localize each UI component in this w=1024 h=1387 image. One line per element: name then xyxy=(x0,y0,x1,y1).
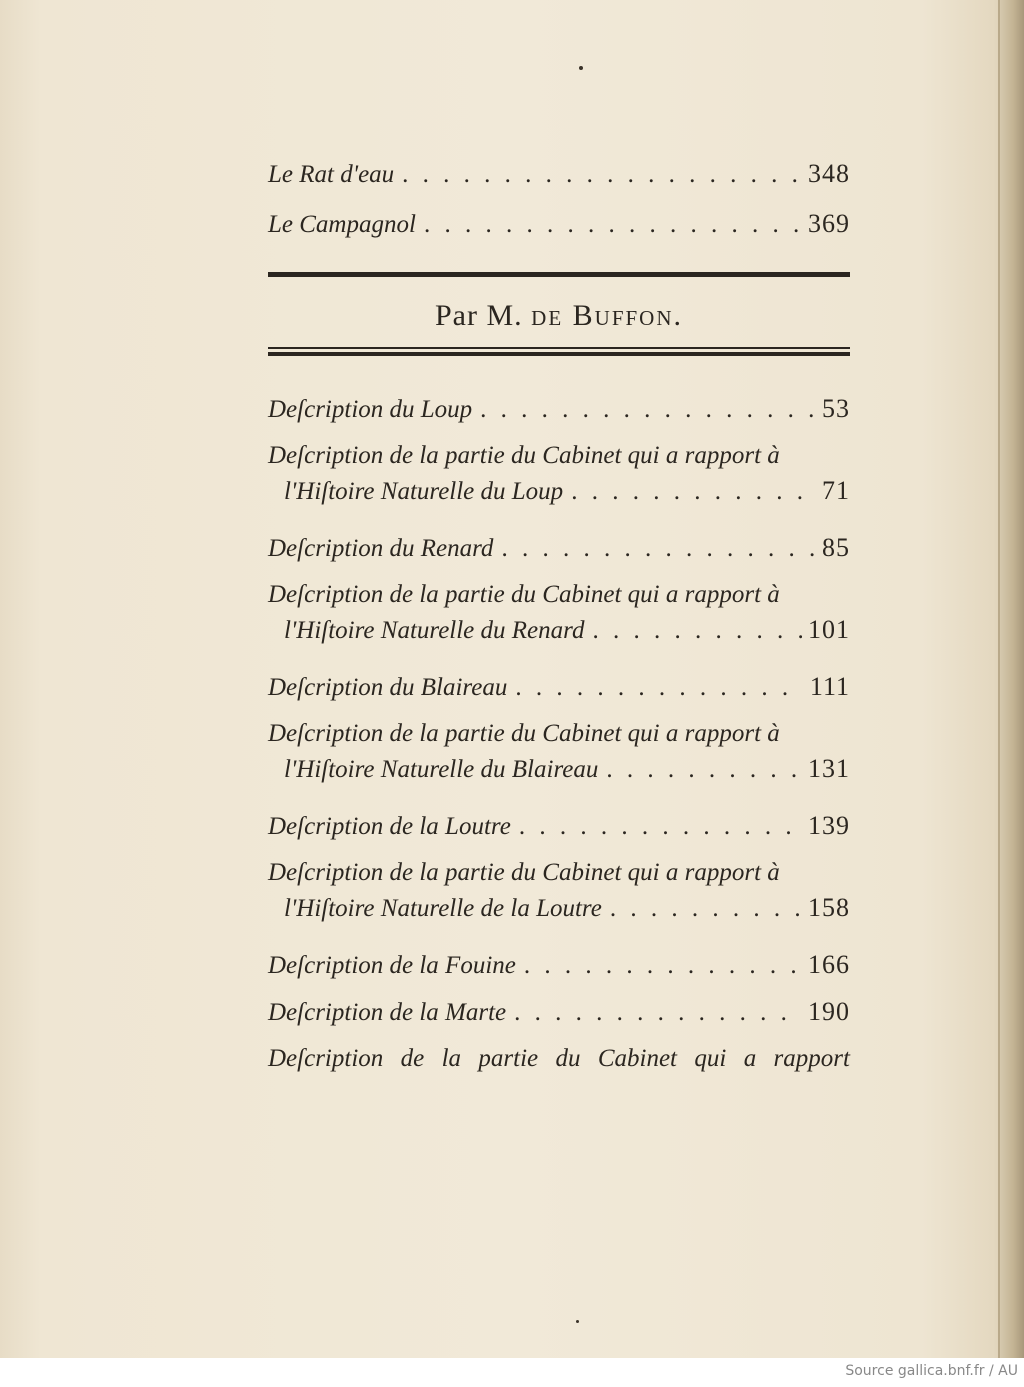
dot-leader xyxy=(519,811,802,843)
source-credit: Source gallica.bnf.fr / AU xyxy=(845,1363,1018,1379)
toc-line xyxy=(268,440,850,472)
toc-entry-title-continued: l'Hiſtoire Naturelle de la Loutre xyxy=(284,895,602,922)
dot-leader xyxy=(501,533,816,565)
toc-entry xyxy=(268,857,850,925)
toc-line xyxy=(268,208,850,241)
toc-entry-title-continued: l'Hiſtoire Naturelle du Renard xyxy=(284,617,585,644)
dot-leader xyxy=(571,476,816,508)
page-edge-shadow xyxy=(998,0,1024,1358)
toc-entry xyxy=(268,718,850,786)
ink-speck xyxy=(579,66,583,70)
toc-page-number: 131 xyxy=(808,754,850,783)
toc-entry-title: Le Rat d'eau xyxy=(268,161,395,188)
word: la xyxy=(441,1045,462,1072)
toc-line-continuation xyxy=(268,753,850,786)
toc-entry-title-continued: l'Hiſtoire Naturelle du Loup xyxy=(284,478,564,505)
toc-entry-campagnol xyxy=(268,208,850,241)
toc-entry xyxy=(268,996,850,1029)
toc-line xyxy=(268,718,850,750)
dot-leader xyxy=(515,672,804,704)
toc-page-number: 348 xyxy=(808,159,850,188)
toc-entry-title: Deſcription du Loup xyxy=(268,396,473,423)
heading-author: de Buffon. xyxy=(531,299,684,332)
toc-entry-title: Deſcription de la partie du Cabinet qui a rapport à xyxy=(268,720,780,747)
toc-entry xyxy=(268,532,850,565)
toc-line-continuation xyxy=(268,892,850,925)
toc-line xyxy=(268,949,850,982)
toc-page-number: 101 xyxy=(808,615,850,644)
toc-entry-title: Deſcription du Renard xyxy=(268,535,494,562)
toc-line xyxy=(268,158,850,191)
toc-line xyxy=(268,671,850,704)
toc-entry xyxy=(268,810,850,843)
dot-leader xyxy=(424,209,802,241)
toc-entry-rat-deau xyxy=(268,158,850,191)
toc-entry-title: Deſcription du Blaireau xyxy=(268,674,508,701)
word: rapport xyxy=(773,1045,850,1072)
toc-page-number: 71 xyxy=(822,476,850,505)
footer-bar xyxy=(0,1358,1024,1387)
toc-line xyxy=(268,810,850,843)
section-heading xyxy=(268,299,850,333)
toc-page-number: 166 xyxy=(808,950,850,979)
toc-line-continuation xyxy=(268,614,850,647)
toc-entry xyxy=(268,671,850,704)
toc-page-number: 369 xyxy=(808,209,850,238)
page-fold-line xyxy=(998,0,1000,1358)
toc-entry xyxy=(268,579,850,647)
toc-entry-title: Le Campagnol xyxy=(268,211,416,238)
toc-page-number: 190 xyxy=(808,997,850,1026)
word: partie xyxy=(478,1045,539,1072)
toc-entry xyxy=(268,949,850,982)
toc-entry-truncated xyxy=(268,1043,850,1075)
dot-leader xyxy=(402,159,802,191)
toc-line xyxy=(268,579,850,611)
toc-line-justified xyxy=(268,1043,850,1075)
toc-page-number: 139 xyxy=(808,811,850,840)
toc-line xyxy=(268,857,850,889)
toc-line-continuation xyxy=(268,475,850,508)
ink-speck xyxy=(576,1320,579,1323)
toc-entry-title: Deſcription de la Marte xyxy=(268,999,507,1026)
section-rule-top xyxy=(268,272,850,277)
toc-entry-title: Deſcription de la partie du Cabinet qui a rapport à xyxy=(268,442,780,469)
dot-leader xyxy=(610,893,802,925)
word: Cabinet xyxy=(597,1045,678,1072)
toc-line xyxy=(268,996,850,1029)
toc-entry xyxy=(268,440,850,508)
toc-page-number: 158 xyxy=(808,893,850,922)
dot-leader xyxy=(480,394,816,426)
toc-entry-title-continued: l'Hiſtoire Naturelle du Blaireau xyxy=(284,756,599,783)
word: de xyxy=(400,1045,425,1072)
dot-leader xyxy=(592,615,802,647)
toc-page-number: 53 xyxy=(822,394,850,423)
dot-leader xyxy=(606,754,802,786)
heading-prefix: Par M. xyxy=(434,299,523,332)
word: qui xyxy=(694,1045,727,1072)
word: Deſcription xyxy=(268,1045,384,1072)
toc-page-number: 111 xyxy=(809,672,850,701)
section-rule-bottom-thin xyxy=(268,347,850,349)
toc-entry-title: Deſcription de la Fouine xyxy=(268,952,516,979)
section-rule-bottom-thick xyxy=(268,352,850,356)
word: a xyxy=(743,1045,757,1072)
dot-leader xyxy=(524,950,802,982)
dot-leader xyxy=(514,997,802,1029)
toc-page-number: 85 xyxy=(822,533,850,562)
toc-line xyxy=(268,532,850,565)
word: du xyxy=(555,1045,581,1072)
toc-line xyxy=(268,393,850,426)
toc-entry xyxy=(268,393,850,426)
toc-entry-title: Deſcription de la partie du Cabinet qui a rapport à xyxy=(268,581,780,608)
toc-entry-title: Deſcription de la partie du Cabinet qui a rapport à xyxy=(268,859,780,886)
toc-entry-title: Deſcription de la Loutre xyxy=(268,813,511,840)
